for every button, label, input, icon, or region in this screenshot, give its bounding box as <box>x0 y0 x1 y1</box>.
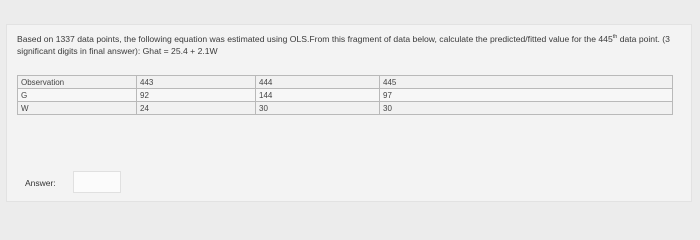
table-cell: 144 <box>256 89 380 102</box>
table-cell: Observation <box>18 76 137 89</box>
question-superscript: th <box>612 34 618 41</box>
table-cell: 30 <box>380 102 673 115</box>
table-cell: 443 <box>137 76 256 89</box>
table-cell: 445 <box>380 76 673 89</box>
question-text <box>17 33 697 57</box>
data-table <box>17 75 673 115</box>
table-cell: 444 <box>256 76 380 89</box>
table-cell: G <box>18 89 137 102</box>
table-row-observation <box>18 76 673 89</box>
table-cell: 24 <box>137 102 256 115</box>
table-row-w <box>18 102 673 115</box>
table-cell: W <box>18 102 137 115</box>
table-cell: 97 <box>380 89 673 102</box>
question-card <box>6 24 692 202</box>
table-row-g <box>18 89 673 102</box>
answer-input[interactable] <box>73 171 121 193</box>
table-cell: 92 <box>137 89 256 102</box>
table-cell: 30 <box>256 102 380 115</box>
question-part-1: Based on 1337 data points, the following equation was estimated using OLS.From this fragment of data below, calculate the predicted/fitted value for the 445 <box>17 34 613 44</box>
answer-label: Answer: <box>25 178 56 188</box>
question-part-2: data point. (3 significant digits in final answer): Ghat = 25.4 + 2.1W <box>17 34 670 56</box>
